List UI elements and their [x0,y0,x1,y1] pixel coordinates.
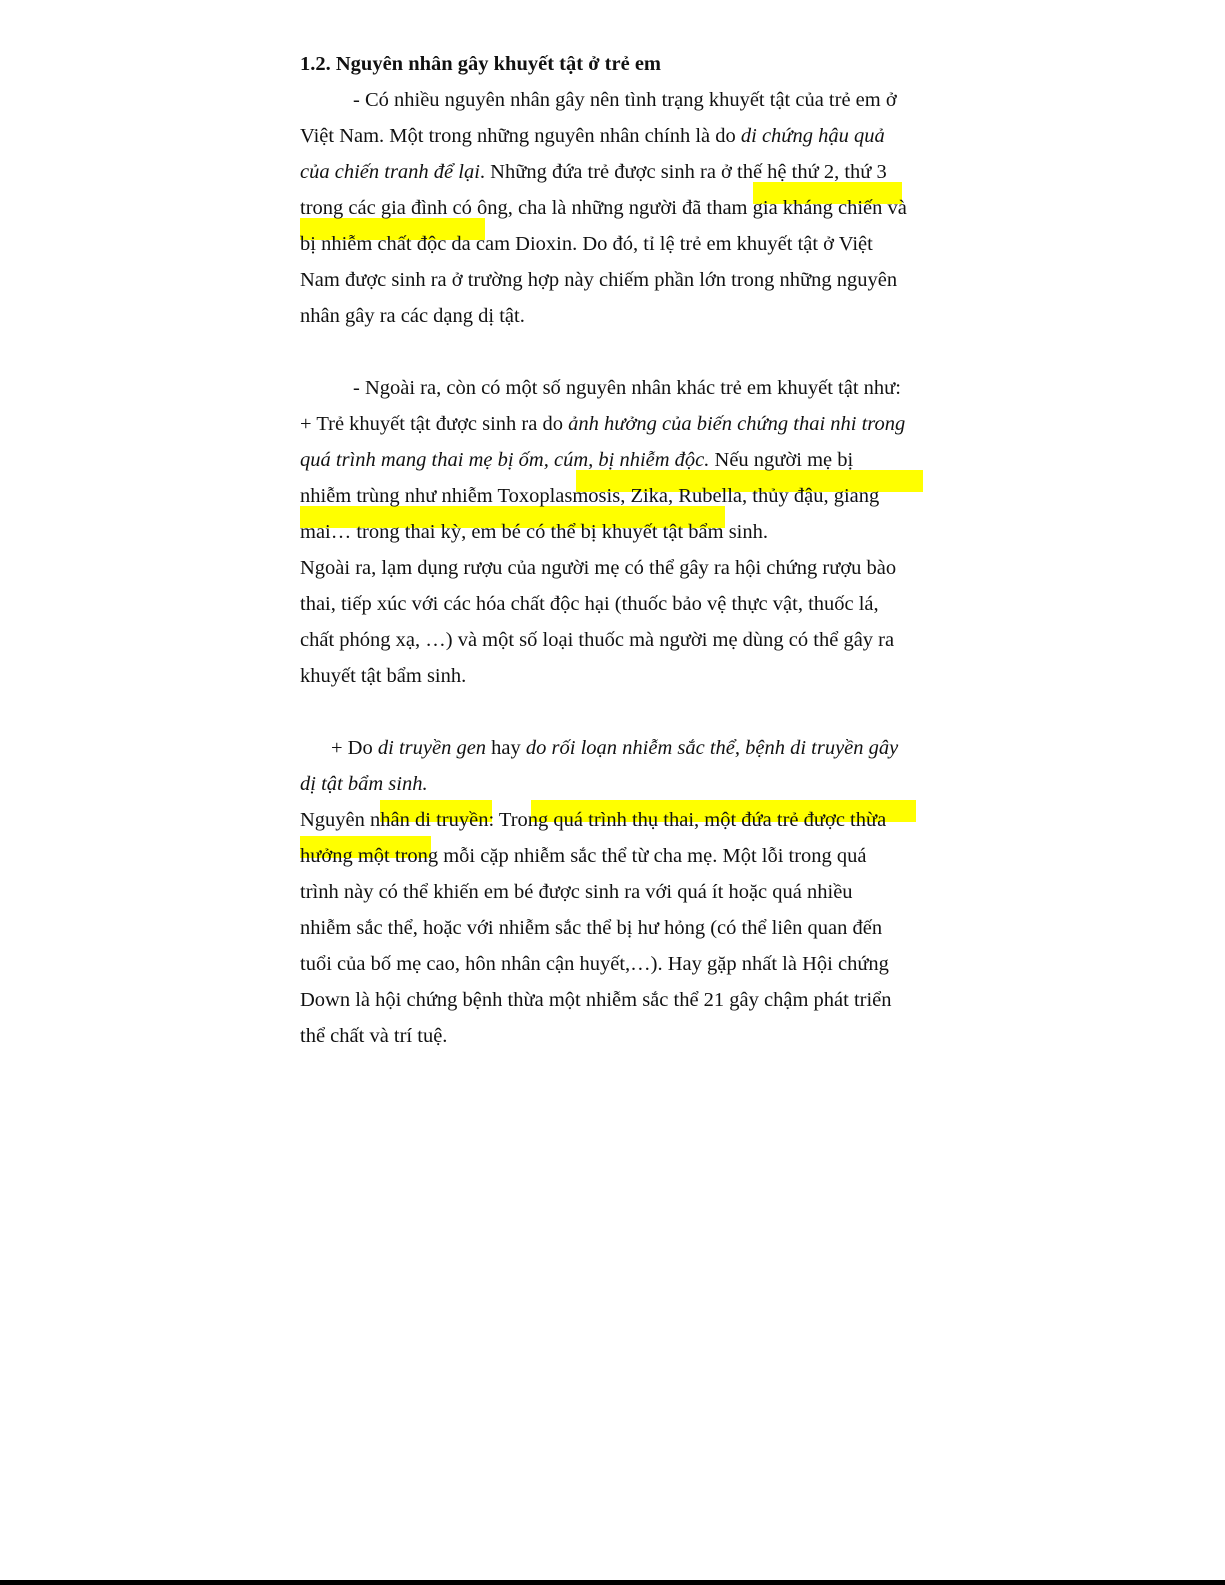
text-line: khuyết tật bẩm sinh. [300,665,467,687]
text-line: chất phóng xạ, …) và một số loại thuốc mà người mẹ dùng có thể gây ra [300,629,895,651]
italic-run: của chiến tranh để lại [300,161,480,183]
text-line: Nam được sinh ra ở trường hợp này chiếm phần lớn trong những nguyên [300,269,898,291]
text-run: . Những đứa trẻ được sinh ra ở thế hệ thứ 2, thứ 3 [479,161,887,183]
text-line: Nguyên nhân di truyền: Trong quá trình thụ thai, một đứa trẻ được thừa [300,809,887,831]
text-run: Nếu người mẹ bị [709,449,854,471]
italic-run: di chứng hậu quả [740,125,885,147]
italic-run: di truyền gen [377,737,487,759]
text-line: tuổi của bố mẹ cao, hôn nhân cận huyết,…). Hay gặp nhất là Hội chứng [300,953,889,975]
text-line [300,118,940,154]
text-line [300,766,940,802]
text-line: nhân gây ra các dạng dị tật. [300,305,525,327]
text-run: Việt Nam. Một trong những nguyên nhân chính là do [300,125,741,147]
text-line: trình này có thể khiến em bé được sinh ra với quá ít hoặc quá nhiều [300,881,853,903]
text-line [300,154,940,190]
text-line [300,442,940,478]
italic-run: quá trình mang thai mẹ bị ốm, cúm, bị nhiễm độc. [300,449,710,471]
text-line: thai, tiếp xúc với các hóa chất độc hại (thuốc bảo vệ thực vật, thuốc lá, [300,593,879,615]
page-bottom-edge [0,1580,1225,1585]
text-line: nhiễm trùng như nhiễm Toxoplasmosis, Zika, Rubella, thủy đậu, giang [300,485,880,507]
text-line: Down là hội chứng bệnh thừa một nhiễm sắc thể 21 gây chậm phát triển [300,989,892,1011]
document-body [300,50,940,1054]
paragraph-genetic-detail [300,802,940,1054]
text-line: trong các gia đình có ông, cha là những người đã tham gia kháng chiến và [300,197,907,219]
text-line: nhiễm sắc thể, hoặc với nhiễm sắc thể bị hư hỏng (có thể liên quan đến [300,917,883,939]
italic-run: dị tật bẩm sinh. [300,773,428,795]
paragraph-spacer [300,334,940,370]
text-line: Ngoài ra, lạm dụng rượu của người mẹ có thể gây ra hội chứng rượu bào [300,557,897,579]
text-run: hay [486,737,526,759]
text-line: thể chất và trí tuệ. [300,1025,448,1047]
text-line: - Ngoài ra, còn có một số nguyên nhân khác trẻ em khuyết tật như: [353,377,901,399]
italic-run: ảnh hưởng của biến chứng thai nhi trong [568,413,906,435]
text-line [300,730,940,766]
paragraph-spacer [300,694,940,730]
paragraph-causes-war [300,82,940,334]
text-line [300,406,940,442]
section-heading: 1.2. Nguyên nhân gây khuyết tật ở trẻ em [300,53,661,75]
paragraph-other-causes [300,370,940,550]
text-line: bị nhiễm chất độc da cam Dioxin. Do đó, tỉ lệ trẻ em khuyết tật ở Việt [300,233,873,255]
paragraph-alcohol [300,550,940,694]
text-line: hưởng một trong mỗi cặp nhiễm sắc thể từ cha mẹ. Một lỗi trong quá [300,845,867,867]
text-run: + Trẻ khuyết tật được sinh ra do [300,413,569,435]
text-line: mai… trong thai kỳ, em bé có thể bị khuyết tật bẩm sinh. [300,521,768,543]
italic-run: do rối loạn nhiễm sắc thể, bệnh di truyền gây [525,737,899,759]
text-line: - Có nhiều nguyên nhân gây nên tình trạng khuyết tật của trẻ em ở [353,89,897,111]
paragraph-genetic [300,730,940,802]
text-run: + Do [331,737,378,759]
